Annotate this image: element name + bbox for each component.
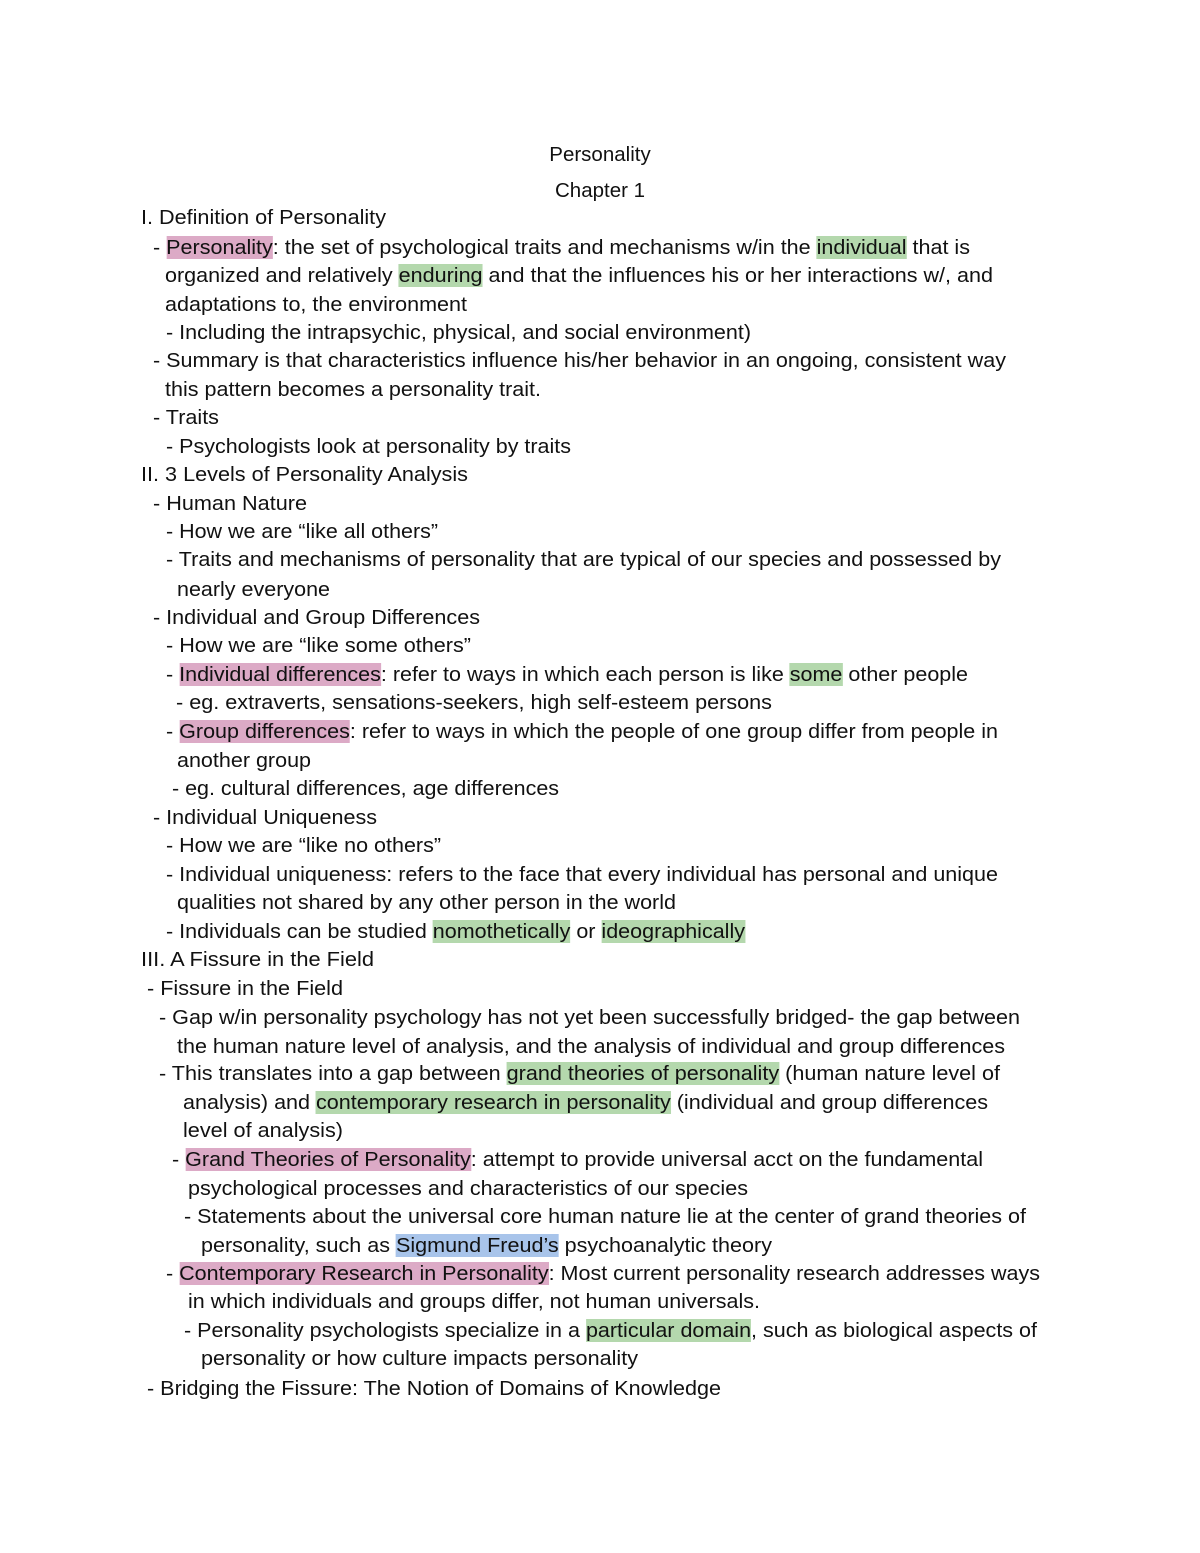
note-line <box>153 348 1006 374</box>
line-text: other people <box>842 663 968 686</box>
keyword-highlight: contemporary research in personality <box>316 1091 671 1114</box>
line-text: - How we are “like some others” <box>166 634 471 657</box>
line-text: - Traits and mechanisms of personality that are typical of our species and possessed by <box>166 548 1001 571</box>
line-text: - Personality psychologists specialize in a <box>184 1319 586 1342</box>
note-line <box>147 1376 721 1402</box>
line-text: - How we are “like no others” <box>166 834 441 857</box>
note-line <box>165 377 541 403</box>
note-line <box>188 1289 760 1315</box>
line-text: - <box>166 1262 180 1285</box>
note-line <box>153 805 377 831</box>
note-line <box>165 263 993 289</box>
keyword-highlight: particular domain <box>585 1319 752 1342</box>
line-text: level of analysis) <box>183 1119 343 1142</box>
line-text: - <box>166 720 180 743</box>
line-text: analysis) and <box>183 1091 317 1114</box>
line-text: that is <box>906 236 970 259</box>
line-text: - Individual Uniqueness <box>153 806 377 829</box>
line-text: - This translates into a gap between <box>159 1062 507 1085</box>
note-line <box>172 1147 983 1173</box>
note-line <box>184 1318 1037 1344</box>
line-text: III. A Fissure in the Field <box>141 948 374 971</box>
line-text: , such as biological aspects of <box>751 1319 1037 1342</box>
line-text: - <box>172 1148 186 1171</box>
note-line <box>177 577 330 603</box>
line-text: : refer to ways in which the people of one group differ from people in <box>349 720 998 743</box>
name-highlight: Sigmund Freud’s <box>395 1234 559 1257</box>
line-text: - Traits <box>153 406 219 429</box>
note-line <box>166 719 998 745</box>
line-text: - Individuals can be studied <box>166 920 433 943</box>
line-text: psychoanalytic theory <box>558 1234 772 1257</box>
note-line <box>184 1204 1026 1230</box>
line-text: - Gap w/in personality psychology has not yet been successfully bridged- the gap between <box>159 1006 1020 1029</box>
line-text: personality, such as <box>201 1234 396 1257</box>
note-line <box>166 519 438 545</box>
line-text: : refer to ways in which each person is like <box>380 663 790 686</box>
keyword-highlight: nomothetically <box>432 920 571 943</box>
term-highlight: Grand Theories of Personality <box>185 1148 471 1171</box>
note-line <box>141 205 386 231</box>
note-line <box>166 434 571 460</box>
note-line <box>147 976 343 1002</box>
note-line <box>159 1061 1000 1087</box>
note-line <box>153 405 219 431</box>
line-text: : the set of psychological traits and mechanisms w/in the <box>272 236 817 259</box>
line-text: in which individuals and groups differ, not human universals. <box>188 1290 760 1313</box>
note-line <box>141 462 468 488</box>
note-line <box>166 862 998 888</box>
line-text: (human nature level of <box>779 1062 1000 1085</box>
note-line <box>201 1346 638 1372</box>
chapter-subtitle: Chapter 1 <box>554 179 646 202</box>
line-text: nearly everyone <box>177 578 330 601</box>
line-text: psychological processes and characteristics of our species <box>188 1177 748 1200</box>
document-title: Personality <box>549 143 651 166</box>
term-highlight: Contemporary Research in Personality <box>179 1262 549 1285</box>
line-text: - Fissure in the Field <box>147 977 343 1000</box>
line-text: - eg. cultural differences, age differences <box>172 777 559 800</box>
line-text: adaptations to, the environment <box>165 293 467 316</box>
line-text: - Including the intrapsychic, physical, and social environment) <box>166 321 751 344</box>
keyword-highlight: grand theories of personality <box>506 1062 780 1085</box>
note-line <box>153 235 970 261</box>
note-line <box>172 776 559 802</box>
note-line <box>166 833 441 859</box>
line-text: or <box>570 920 602 943</box>
term-highlight: Individual differences <box>179 663 381 686</box>
line-text: the human nature level of analysis, and the analysis of individual and group differences <box>177 1035 1005 1058</box>
line-text: : Most current personality research addresses ways <box>548 1262 1040 1285</box>
term-highlight: Group differences <box>179 720 350 743</box>
note-line <box>166 633 471 659</box>
line-text: - Individual and Group Differences <box>153 606 480 629</box>
line-text: - How we are “like all others” <box>166 520 438 543</box>
note-line <box>201 1233 772 1259</box>
note-line <box>153 605 480 631</box>
line-text: - Individual uniqueness: refers to the face that every individual has personal and unique <box>166 863 999 886</box>
line-text: I. Definition of Personality <box>141 206 386 229</box>
note-line <box>183 1090 988 1116</box>
note-line <box>141 947 374 973</box>
line-text: II. 3 Levels of Personality Analysis <box>141 463 468 486</box>
line-text: - Bridging the Fissure: The Notion of Domains of Knowledge <box>147 1377 721 1400</box>
note-line <box>153 491 307 517</box>
line-text: qualities not shared by any other person in the world <box>177 891 676 914</box>
note-line <box>177 890 676 916</box>
note-line <box>165 292 467 318</box>
line-text: organized and relatively <box>165 264 399 287</box>
line-text: another group <box>177 749 311 772</box>
line-text: (individual and group differences <box>670 1091 988 1114</box>
note-line <box>166 662 968 688</box>
line-text: - Statements about the universal core human nature lie at the center of grand theories of <box>184 1205 1026 1228</box>
term-highlight: Personality <box>166 236 273 259</box>
note-line <box>177 748 311 774</box>
line-text: personality or how culture impacts personality <box>201 1347 638 1370</box>
line-text: - eg. extraverts, sensations-seekers, high self-esteem persons <box>176 691 772 714</box>
note-line <box>166 547 1001 573</box>
note-line <box>188 1176 748 1202</box>
note-line <box>166 919 745 945</box>
note-line <box>166 320 751 346</box>
keyword-highlight: enduring <box>398 264 483 287</box>
keyword-highlight: ideographically <box>601 920 745 943</box>
note-line <box>176 690 772 716</box>
note-line <box>159 1005 1020 1031</box>
line-text: - Psychologists look at personality by traits <box>166 435 571 458</box>
line-text: this pattern becomes a personality trait. <box>165 378 541 401</box>
line-text: : attempt to provide universal acct on the fundamental <box>470 1148 983 1171</box>
line-text: - <box>153 236 167 259</box>
keyword-highlight: individual <box>816 236 907 259</box>
line-text: - <box>166 663 180 686</box>
note-line <box>177 1034 1005 1060</box>
line-text: - Summary is that characteristics influence his/her behavior in an ongoing, consistent way <box>153 349 1006 372</box>
line-text: and that the influences his or her interactions w/, and <box>482 264 993 287</box>
note-line <box>183 1118 343 1144</box>
keyword-highlight: some <box>789 663 843 686</box>
line-text: - Human Nature <box>153 492 307 515</box>
note-line <box>166 1261 1040 1287</box>
